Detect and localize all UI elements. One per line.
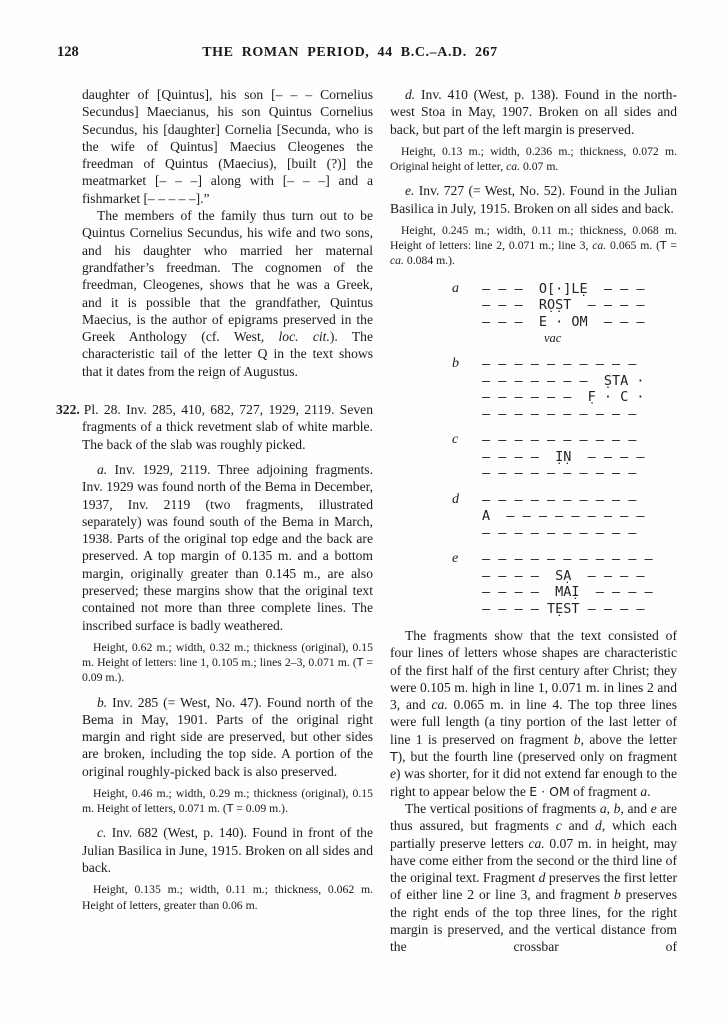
inscription-line: – – – – – – – ṢTA ·	[482, 372, 645, 389]
inscription-line: – – – – SẠ – – – –	[482, 567, 645, 584]
catalogue-entry-322	[56, 401, 373, 453]
fragment-b-lines	[482, 356, 645, 422]
entry-description: Pl. 28. Inv. 285, 410, 682, 727, 1929, 2119. Seven fragments of a thick revetment slab of white marble. The back of the slab was roughly picked.	[82, 402, 373, 452]
inscription-line: – – – – – – – – – –	[482, 356, 637, 372]
vacat-note: vac	[544, 331, 562, 345]
fragment-d-lines	[482, 492, 645, 542]
inscription-line: – – – – – – – – – –	[482, 405, 637, 422]
fragment-c-description: c. Inv. 682 (West, p. 140). Found in front of the Julian Basilica in June, 1915. Broken on all sides and back.	[82, 825, 373, 875]
inscription-line: – – – – – – – – – – –	[482, 551, 653, 567]
continued-paragraph: daughter of [Quintus], his son [– – – Cornelius Secundus] Maecianus, his son Quintus Cornelius Secundus, his [daughter] Cornelia [Secunda, who is the wife of Quintus] Maecius Cleogenes the freedman of Quintus (Maecius), [built (?)] the meatmarket [– – –] along with [– – –] and a fishmarket [– – – – –].”	[82, 87, 373, 206]
page-number: 128	[57, 44, 79, 60]
inscription-line: – – – – – – – – – –	[482, 465, 637, 481]
diagram-fragment-d	[452, 492, 677, 542]
diagram-fragment-a	[452, 281, 677, 347]
fragment-b-label: b	[452, 356, 459, 371]
diagram-fragment-b	[452, 356, 677, 422]
inscription-diagram	[452, 281, 677, 618]
fragments-analysis-paragraph: The fragments show that the text consisted of four lines of letters whose shapes are characteristic of the first half of the first century after Christ; they were 0.105 m. high in line 1, 0.071 m. in lines 2 and 3, and ca. 0.065 m. in line 4. The top three lines were full length (a tiny portion of the last letter of line 1 is preserved on fragment b, above the letter T), but the fourth line (preserved only on fragment e) was shorter, for it did not extend far enough to the right to appear below the E · OM of fragment a.	[390, 628, 677, 799]
fragment-a-label: a	[452, 280, 459, 296]
inscription-line: – – – – – – – – – –	[482, 432, 637, 448]
left-column	[56, 86, 374, 919]
fragment-b-measurements: Height, 0.46 m.; width, 0.29 m.; thickness (original), 0.15 m. Height of letters, 0.071 m. (T = 0.09 m.).	[82, 787, 373, 816]
fragment-a-description: a. Inv. 1929, 2119. Three adjoining fragments. Inv. 1929 was found north of the Bema in December, 1937, Inv. 2119 (two fragments, illustrated separately) was found south of the Bema in March, 1938. Parts of the original top edge and the back are preserved. A top margin of 0.135 m. and a bottom margin, originally greater than 0.145 m., are also preserved; these margins show that the original text contained not more than three complete lines. The inscribed surface is badly weathered.	[82, 461, 373, 633]
fragment-c-lines	[482, 432, 645, 482]
diagram-fragment-e	[452, 551, 677, 617]
fragment-a-lines	[482, 281, 645, 347]
inscription-line: – – – – MAỊ – – – –	[482, 584, 653, 600]
inscription-line: – – – O[·]LẸ – – –	[482, 280, 645, 297]
fragment-e-measurements: Height, 0.245 m.; width, 0.11 m.; thickness, 0.068 m. Height of letters: line 2, 0.071 m.; line 3, ca. 0.065 m. (T = ca. 0.084 m.).	[390, 223, 677, 268]
inscription-line: – – – RỌṢT – – – –	[482, 297, 645, 313]
fragment-a-measurements: Height, 0.62 m.; width, 0.32 m.; thickness (original), 0.15 m. Height of letters: line 1, 0.105 m.; lines 2–3, 0.071 m. (T = 0.09 m.).	[82, 640, 373, 685]
entry-number: 322.	[56, 402, 80, 418]
fragment-b-description: b. Inv. 285 (= West, No. 47). Found north of the Bema in May, 1901. Parts of the original right margin and right side are preserved, but other sides are broken, including the top side. A portion of the original roughly-picked back is also preserved.	[82, 694, 373, 779]
inscription-line: – – – – – – F̣ · C ·	[482, 389, 645, 405]
fragment-c-label: c	[452, 432, 459, 447]
family-discussion-paragraph: The members of the family thus turn out to be Quintus Cornelius Secundus, his wife and two sons, and his daughter who married her maternal grandfather’s freedman. The cognomen of the freedman, Cleogenes, shows that he was a Greek, and it is possible that the grandfather, Quintus Maecius, is the author of epigrams preserved in the Greek Anthology (cf. West, loc. cit.). The characteristic tail of the letter Q in the text shows that it dates from the reign of Augustus.	[82, 208, 374, 379]
running-title: THE ROMAN PERIOD, 44 B.C.–A.D. 267	[202, 45, 498, 60]
inscription-line: A – – – – – – – – –	[482, 508, 645, 524]
fragment-d-label: d	[452, 491, 459, 507]
fragment-e-lines	[482, 551, 653, 617]
vertical-positions-paragraph: The vertical positions of fragments a, b, and e are thus assured, but fragments c and d, which each partially preserve letters ca. 0.07 m. in height, may have come either from the second or the third line of the original text. Fragment d preserves the first letter of either line 2 or line 3, and fragment b preserves the right ends of the top three lines, for the right margin is preserved, and the vertical distance from the crossbar of	[390, 800, 678, 955]
inscription-line: – – – E · OM – – –	[482, 313, 645, 330]
fragment-c-measurements: Height, 0.135 m.; width, 0.11 m.; thickness, 0.062 m. Height of letters, greater than 0.06 m.	[82, 883, 373, 912]
fragment-d-measurements: Height, 0.13 m.; width, 0.236 m.; thickness, 0.072 m. Original height of letter, ca. 0.07 m.	[390, 144, 677, 174]
fragment-d-description: d. Inv. 410 (West, p. 138). Found in the north-west Stoa in May, 1907. Broken on all sides and back, but part of the left margin is preserved.	[390, 87, 677, 137]
right-column	[390, 86, 677, 956]
fragment-e-label: e	[452, 551, 459, 566]
diagram-fragment-c	[452, 432, 677, 482]
inscription-line: – – – – – – – – – –	[482, 524, 637, 541]
inscription-line: – – – – TẸST – – – –	[482, 600, 645, 617]
inscription-line: – – – – ỊṆ – – – –	[482, 448, 645, 465]
inscription-line: – – – – – – – – – –	[482, 491, 637, 508]
fragment-e-description: e. Inv. 727 (= West, No. 52). Found in the Julian Basilica in July, 1915. Broken on all sides and back.	[390, 183, 677, 216]
